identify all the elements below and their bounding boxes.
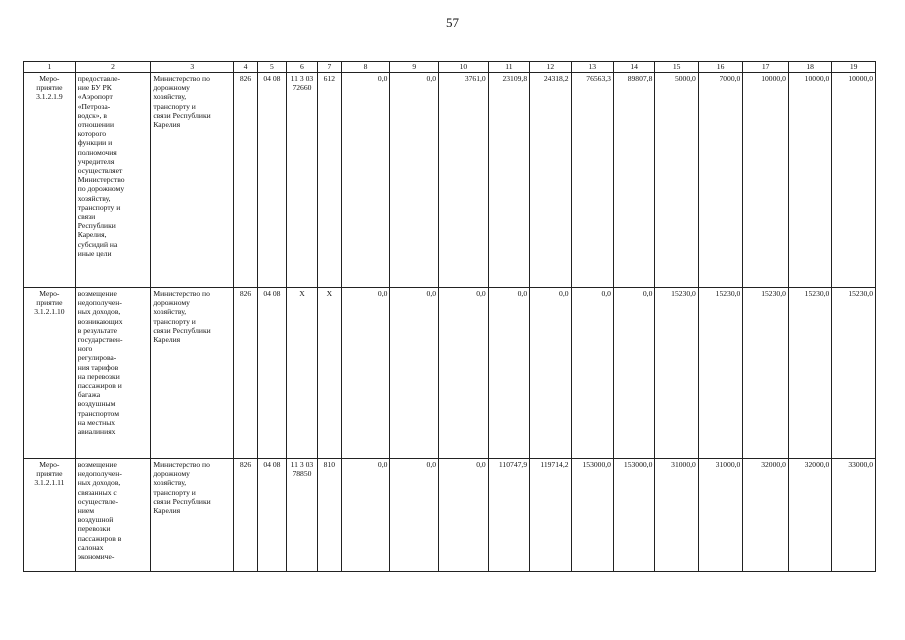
amount-cell: 24318,2 (530, 73, 571, 288)
column-header: 15 (655, 62, 698, 73)
column-header: 18 (788, 62, 831, 73)
header-row (24, 62, 876, 73)
amount-cell: 0,0 (571, 288, 613, 459)
amount-cell: 0,0 (530, 288, 571, 459)
column-header: 4 (234, 62, 258, 73)
amount-cell: 0,0 (390, 73, 439, 288)
measure-description-cell: предоставле- ние БУ РК «Аэропорт «Петроза- водск», в отношении которого функции и полномочия учредителя осуществляет Министерство по дорожному хозяйству, транспорту и связи Республики Карелия, субсидий на иные цели (75, 73, 151, 288)
amount-cell: 5000,0 (655, 73, 698, 288)
amount-cell: 7000,0 (698, 73, 743, 288)
column-header: 11 (488, 62, 529, 73)
page-number: 57 (446, 15, 459, 30)
amount-cell: 153000,0 (613, 459, 654, 572)
amount-cell: 76563,3 (571, 73, 613, 288)
column-header: 3 (151, 62, 234, 73)
amount-cell: 15230,0 (788, 288, 831, 459)
amount-cell: 110747,9 (488, 459, 529, 572)
column-header: 10 (439, 62, 489, 73)
section-code-cell: 04 08 (257, 288, 286, 459)
amount-cell: 0,0 (439, 459, 489, 572)
target-code-cell: X (286, 288, 317, 459)
table-row (24, 288, 876, 459)
gr-code-cell: 826 (234, 73, 258, 288)
table-row (24, 459, 876, 572)
amount-cell: 0,0 (390, 288, 439, 459)
amount-cell: 10000,0 (788, 73, 831, 288)
column-header: 9 (390, 62, 439, 73)
column-header: 6 (286, 62, 317, 73)
amount-cell: 153000,0 (571, 459, 613, 572)
column-header: 17 (743, 62, 789, 73)
table-row (24, 73, 876, 288)
responsible-body-cell: Министерство по дорожному хозяйству, транспорту и связи Республики Карелия (151, 459, 234, 572)
measure-description-cell: возмещение недополучен- ных доходов, возникающих в результате государствен- ного регулирова- ния тарифов на перевозки пассажиров и багажа воздушным транспортом на местных авиалиниях (75, 288, 151, 459)
measure-id-cell: Меро- приятие 3.1.2.1.11 (24, 459, 76, 572)
column-header: 5 (257, 62, 286, 73)
column-header: 14 (613, 62, 654, 73)
amount-cell: 31000,0 (655, 459, 698, 572)
section-code-cell: 04 08 (257, 73, 286, 288)
measure-id-cell: Меро- приятие 3.1.2.1.9 (24, 73, 76, 288)
responsible-body-cell: Министерство по дорожному хозяйству, транспорту и связи Республики Карелия (151, 288, 234, 459)
column-header: 16 (698, 62, 743, 73)
responsible-body-cell: Министерство по дорожному хозяйству, транспорту и связи Республики Карелия (151, 73, 234, 288)
target-code-cell: 11 3 03 78850 (286, 459, 317, 572)
column-header: 1 (24, 62, 76, 73)
column-header: 13 (571, 62, 613, 73)
column-header: 8 (341, 62, 390, 73)
gr-code-cell: 826 (234, 288, 258, 459)
amount-cell: 33000,0 (832, 459, 876, 572)
amount-cell: 0,0 (341, 459, 390, 572)
section-code-cell: 04 08 (257, 459, 286, 572)
amount-cell: 0,0 (341, 288, 390, 459)
vr-code-cell: X (317, 288, 341, 459)
amount-cell: 0,0 (341, 73, 390, 288)
amount-cell: 3761,0 (439, 73, 489, 288)
amount-cell: 119714,2 (530, 459, 571, 572)
amount-cell: 15230,0 (655, 288, 698, 459)
column-header: 2 (75, 62, 151, 73)
amount-cell: 0,0 (439, 288, 489, 459)
measure-id-cell: Меро- приятие 3.1.2.1.10 (24, 288, 76, 459)
amount-cell: 32000,0 (743, 459, 789, 572)
amount-cell: 15230,0 (743, 288, 789, 459)
vr-code-cell: 612 (317, 73, 341, 288)
column-header: 19 (832, 62, 876, 73)
column-header: 7 (317, 62, 341, 73)
amount-cell: 0,0 (390, 459, 439, 572)
target-code-cell: 11 3 03 72660 (286, 73, 317, 288)
amount-cell: 15230,0 (832, 288, 876, 459)
amount-cell: 0,0 (613, 288, 654, 459)
measure-description-cell: возмещение недополучен- ных доходов, связанных с осуществле- нием воздушной перевозки пассажиров в салонах экономиче- (75, 459, 151, 572)
column-header: 12 (530, 62, 571, 73)
budget-table (23, 61, 876, 572)
amount-cell: 15230,0 (698, 288, 743, 459)
gr-code-cell: 826 (234, 459, 258, 572)
amount-cell: 32000,0 (788, 459, 831, 572)
amount-cell: 0,0 (488, 288, 529, 459)
amount-cell: 89807,8 (613, 73, 654, 288)
amount-cell: 31000,0 (698, 459, 743, 572)
vr-code-cell: 810 (317, 459, 341, 572)
amount-cell: 23109,8 (488, 73, 529, 288)
table-body (24, 62, 876, 572)
amount-cell: 10000,0 (743, 73, 789, 288)
amount-cell: 10000,0 (832, 73, 876, 288)
